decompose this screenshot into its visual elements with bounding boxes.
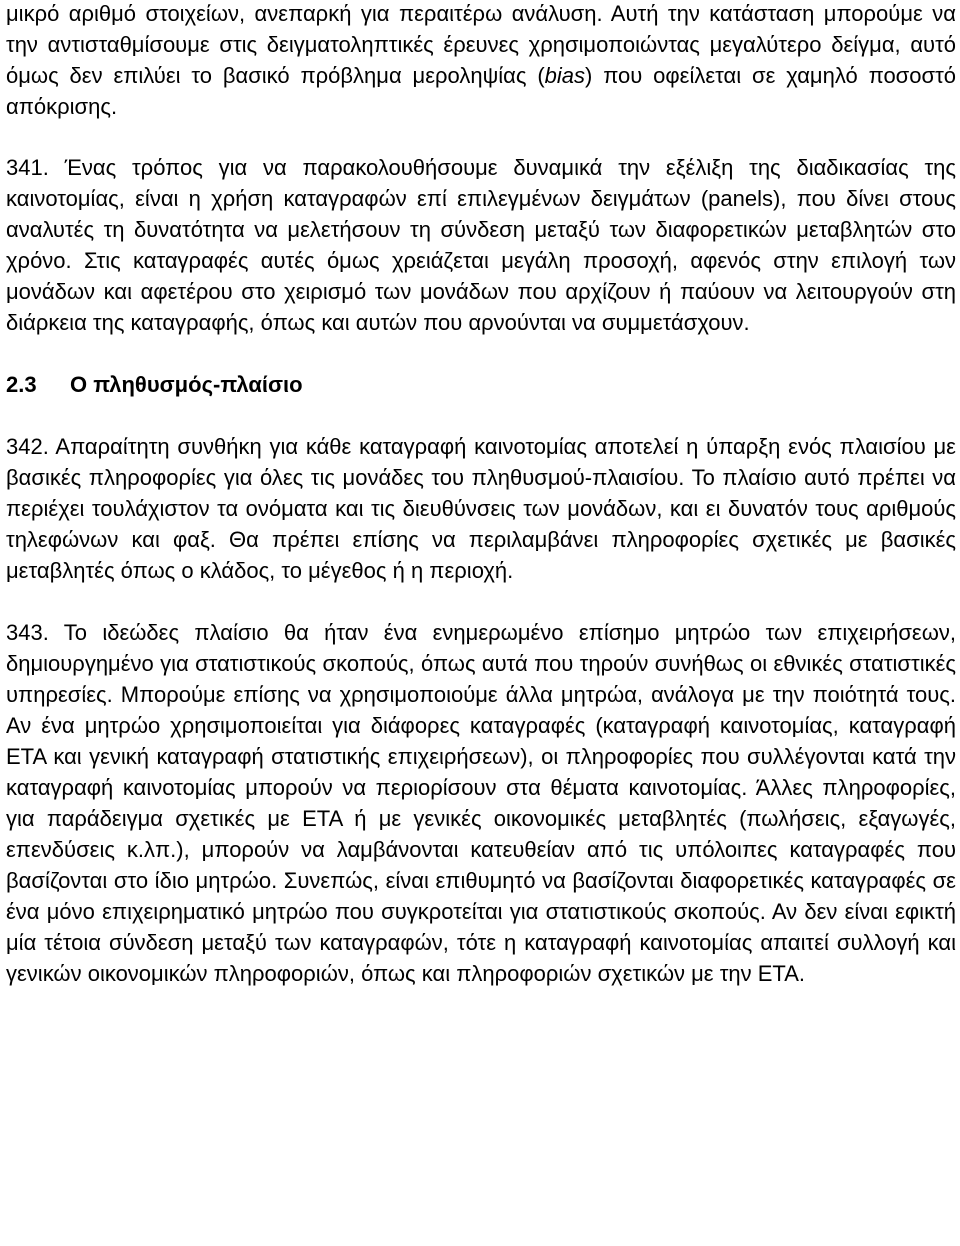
paragraph-text: Απαραίτητη συνθήκη για κάθε καταγραφή καινοτομίας αποτελεί η ύπαρξη ενός πλαισίου με βασικές πληροφορίες για όλες τις μονάδες του πληθυσμού-πλαισίου. Το πλαίσιο αυτό πρέπει να περιέχει τουλάχιστον τα ονόματα και τις διευθύνσεις των μονάδων, και ει δυνατόν τους αριθμούς τηλεφώνων και φαξ. Θα πρέπει επίσης να περιλαμβάνει πληροφορίες σχετικές με βασικές μεταβλητές όπως ο κλάδος, το μέγεθος ή η περιοχή. (6, 434, 956, 583)
intro-text-end: ) που οφείλεται σε χαμηλό ποσοστό απόκρισης. (6, 63, 956, 119)
intro-italic-term: bias (544, 63, 586, 88)
paragraph-text: Το ιδεώδες πλαίσιο θα ήταν ένα ενημερωμένο επίσημο μητρώο των επιχειρήσεων, δημιουργημένο για στατιστικούς σκοπούς, όπως αυτά που τηρούν συνήθως οι εθνικές στατιστικές υπηρεσίες. Μπορούμε επίσης να χρησιμοποιούμε άλλα μητρώα, ανάλογα με την ποιότητά τους. Αν ένα μητρώο χρησιμοποιείται για διάφορες καταγραφές (καταγραφή καινοτομίας, καταγραφή ΕΤΑ και γενική καταγραφή στατιστικής επιχειρήσεων), οι πληροφορίες που συλλέγονται κατά την καταγραφή καινοτομίας μπορούν να περιορίσουν στα θέματα καινοτομίας. Άλλες πληροφορίες, για παράδειγμα σχετικές με ΕΤΑ ή με γενικές οικονομικές μεταβλητές (πωλήσεις, εξαγωγές, επενδύσεις κ.λπ.), μπορούν να λαμβάνονται κατευθείαν από τις υπόλοιπες καταγραφές που βασίζονται στο ίδιο μητρώο. Συνεπώς, είναι επιθυμητό να βασίζονται διαφορετικές καταγραφές σε ένα μόνο επιχειρηματικό μητρώο που συγκροτείται για στατιστικούς σκοπούς. Αν δεν είναι εφικτή μία τέτοια σύνδεση μεταξύ των καταγραφών, τότε η καταγραφή καινοτομίας απαιτεί συλλογή και γενικών οικονομικών πληροφοριών, όπως και πληροφοριών σχετικών με την ΕΤΑ. (6, 620, 956, 986)
paragraph-number: 342. (6, 434, 49, 459)
paragraph-343 (6, 617, 956, 989)
paragraph-342 (6, 431, 956, 586)
section-number: 2.3 (6, 372, 37, 397)
section-heading (6, 369, 956, 400)
paragraph-number: 341. (6, 155, 49, 180)
section-title: Ο πληθυσμός-πλαίσιο (70, 372, 303, 397)
paragraph-text: Ένας τρόπος για να παρακολουθήσουμε δυναμικά την εξέλιξη της διαδικασίας της καινοτομίας, είναι η χρήση καταγραφών επί επιλεγμένων δειγμάτων (panels), που δίνει στους αναλυτές τη δυνατότητα να μελετήσουν τη σύνδεση μεταξύ των διαφορετικών μεταβλητών στο χρόνο. Στις καταγραφές αυτές όμως χρειάζεται μεγάλη προσοχή, αφενός στην επιλογή των μονάδων και αφετέρου στο χειρισμό των μονάδων που αρχίζουν ή παύουν να λειτουργούν στη διάρκεια της καταγραφής, όπως και αυτών που αρνούνται να συμμετάσχουν. (6, 155, 956, 335)
intro-paragraph (6, 0, 956, 122)
paragraph-341 (6, 152, 956, 338)
paragraph-number: 343. (6, 620, 49, 645)
intro-text-start: μικρό αριθμό στοιχείων, ανεπαρκή για περαιτέρω ανάλυση. Αυτή την κατάσταση μπορούμε να την αντισταθμίσουμε στις δειγματοληπτικές έρευνες χρησιμοποιώντας μεγαλύτερο δείγμα, αυτό όμως δεν επιλύει το βασικό πρόβλημα μεροληψίας ( (6, 1, 956, 88)
